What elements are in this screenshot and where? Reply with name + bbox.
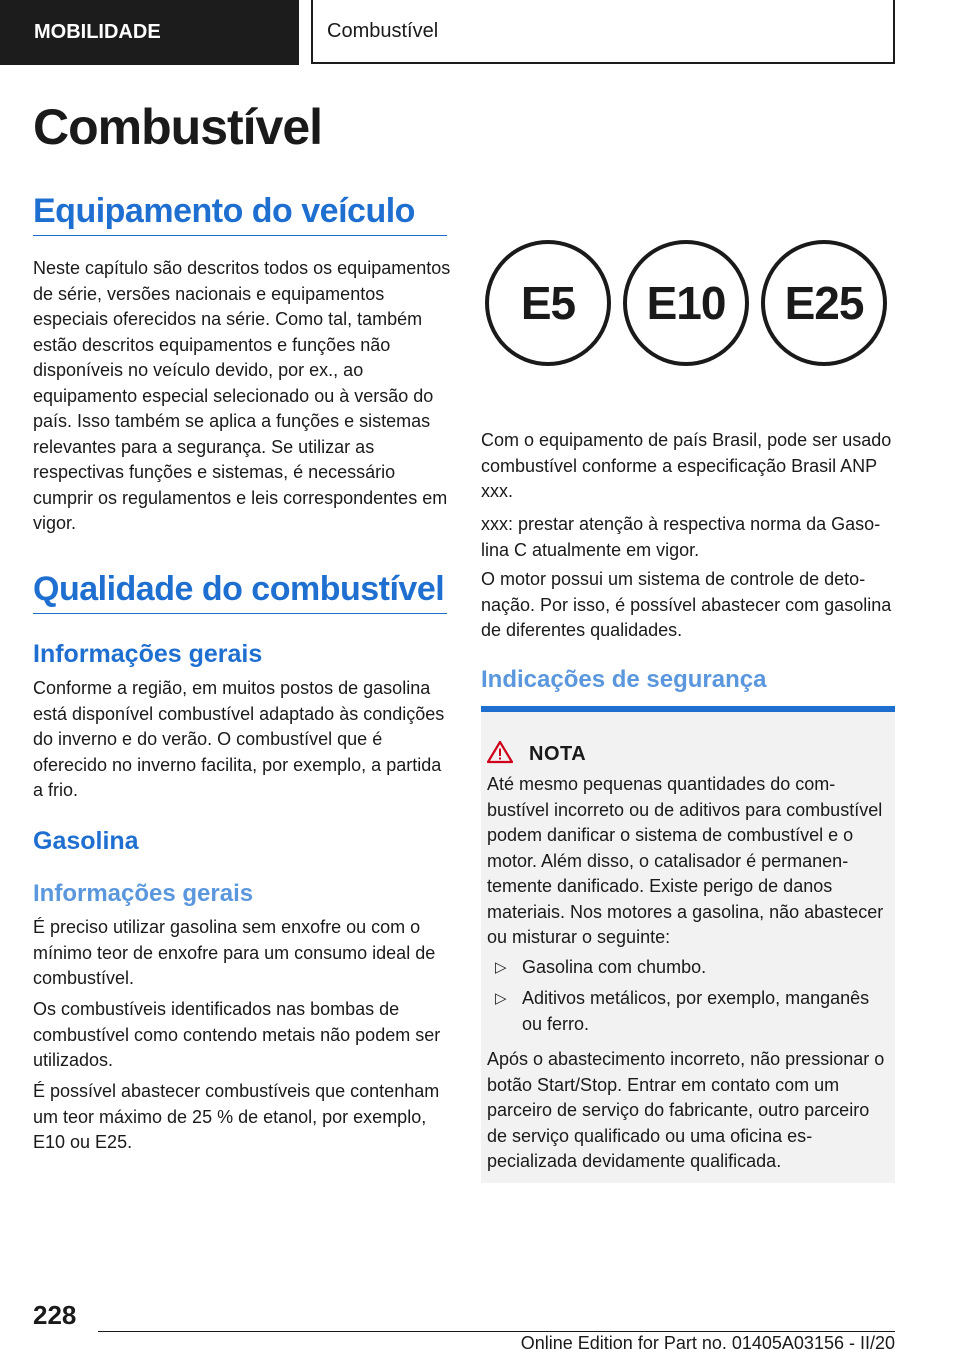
heading-gasolina-info: Informações gerais <box>33 880 254 907</box>
gasolina-p2: Os combustíveis identificados nas bombas de combustível como contendo metais não podem ser utilizados. <box>33 999 441 1070</box>
heading-rule <box>33 613 447 614</box>
right-p3: O motor possui um sistema de controle de detonação. Por isso, é possível abastecer com gasolina de diferentes qualidades. <box>481 569 892 640</box>
bullet-triangle-icon: ▷ <box>495 990 507 1007</box>
heading-seguranca: Indicações de segurança <box>481 666 767 693</box>
right-p1: Com o equipamento de país Brasil, pode ser usado combustível conforme a especificação Brasil ANP xxx. <box>481 430 892 501</box>
warning-note: NOTA Até mesmo pequenas quantidades do combustível incorreto ou de aditivos para combustível podem danificar o sistema de combustível e o motor. Além disso, o catalisador é permanentemente danificado. Existe perigo de danos materiais. Nos motores a gasolina, não abastecer ou misturar o seguinte: ▷ Gasolina com chumbo. ▷ Aditivos metálicos, por exemplo, manganês ou ferro. Após o abastecimento incorreto, não pressionar o botão Start/Stop. Entrar em contato com um parceiro de serviço do fabricante, outro parceiro de serviço qualificado ou uma oficina especializada devidamente qualificada. <box>481 706 895 1183</box>
bullet-triangle-icon: ▷ <box>495 959 507 976</box>
equipamento-text: Neste capítulo são descritos todos os equipamentos de série, versões nacionais e equipamentos especiais oferecidos na série. Como tal, também estão descritos equipamentos e funções não disponíveis no veículo devido, por ex., ao equipamento especial selecionado ou à versão do país. Isso também se aplica a funções e sistemas relevantes para a segurança. Se utilizar as respectivas funções e sistemas, é necessário cumprir os regulamentos e leis correspondentes em vigor. <box>33 258 451 533</box>
fuel-badge-e25: E25 <box>761 240 887 366</box>
note-title: NOTA <box>529 743 587 765</box>
right-p2: xxx: prestar atenção à respectiva norma da Gasolina C atualmente em vigor. <box>481 514 881 560</box>
warning-triangle-icon <box>487 740 529 769</box>
fuel-badge-e5: E5 <box>485 240 611 366</box>
footer-rule <box>98 1331 895 1332</box>
page-title: Combustível <box>33 99 323 155</box>
note-header <box>487 740 586 769</box>
qualidade-text: Conforme a região, em muitos postos de gasolina está disponível combustível adaptado às condições do inverno e do verão. O combustível que é oferecido no inverno facilita, por exemplo, a partida a frio. <box>33 678 445 800</box>
heading-equipamento: Equipamento do veículo <box>33 192 415 230</box>
fuel-badge-e10: E10 <box>623 240 749 366</box>
heading-gasolina: Gasolina <box>33 827 139 855</box>
heading-rule <box>33 235 447 236</box>
gasolina-p1: É preciso utilizar gasolina sem enxofre ou com o mínimo teor de enxofre para um consumo ideal de combustível. <box>33 917 436 988</box>
fuel-badges <box>481 240 895 370</box>
heading-qualidade: Qualidade do combustível <box>33 570 445 608</box>
page-number: 228 <box>33 1300 77 1330</box>
footer-edition: Online Edition for Part no. 01405A03156 - II/20 <box>520 1333 895 1353</box>
heading-informacoes-gerais: Informações gerais <box>33 640 263 668</box>
note-intro: Até mesmo pequenas quantidades do combustível incorreto ou de aditivos para combustível podem danificar o sistema de combustível e o motor. Além disso, o catalisador é permanentemente danificado. Existe perigo de danos materiais. Nos motores a gasolina, não abastecer ou misturar o seguinte: <box>487 774 884 947</box>
note-after: Após o abastecimento incorreto, não pressionar o botão Start/Stop. Entrar em contato com um parceiro de serviço do fabricante, outro parceiro de serviço qualificado ou uma oficina especializada devidamente qualificada. <box>487 1049 885 1171</box>
section-tab: MOBILIDADE <box>0 0 299 65</box>
gasolina-p3: É possível abastecer combustíveis que contenham um teor máximo de 25 % de etanol, por exemplo, E10 ou E25. <box>33 1081 440 1152</box>
chapter-tab: Combustível <box>311 0 895 64</box>
